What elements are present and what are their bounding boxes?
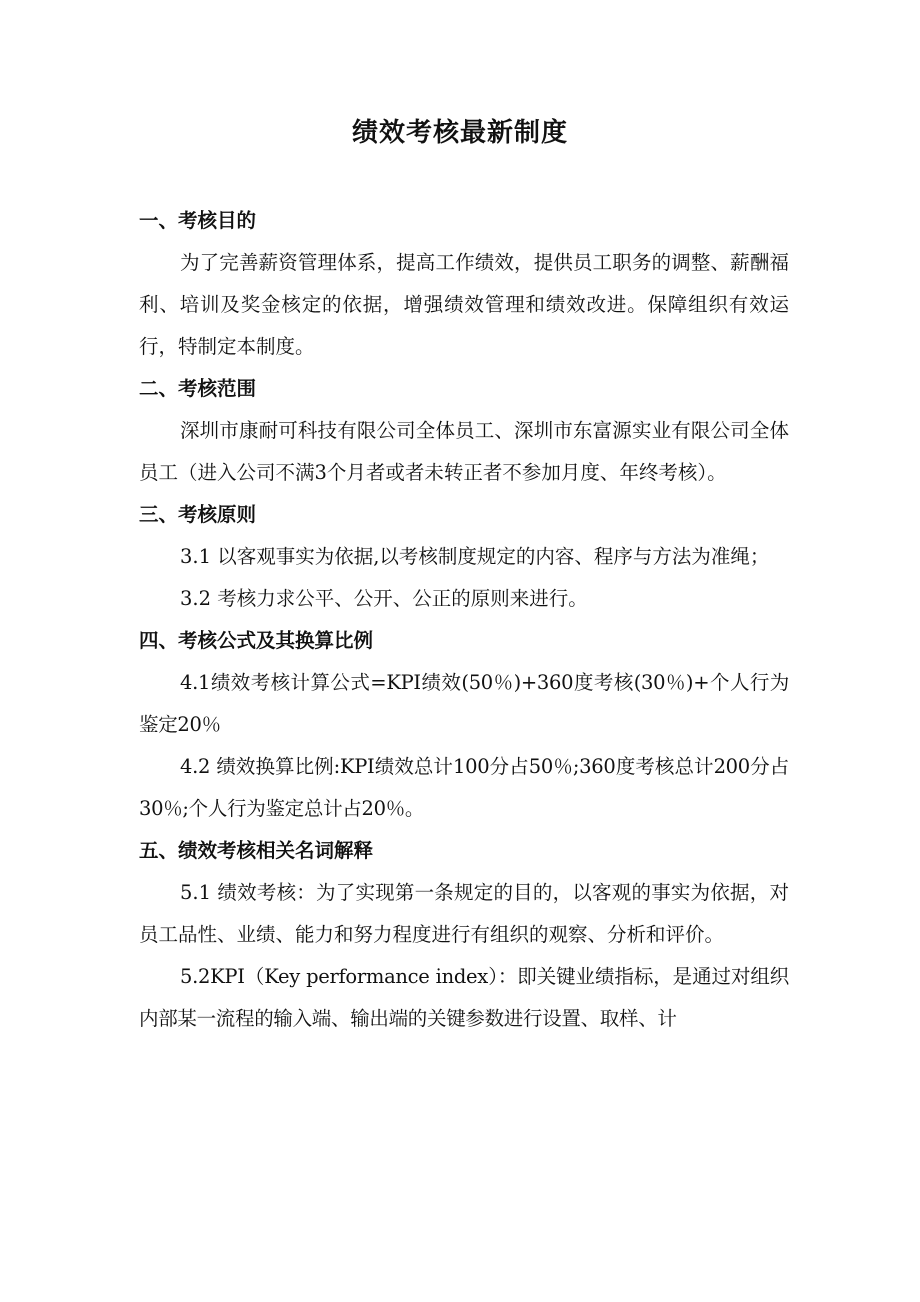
section-formula (139, 620, 789, 830)
document-title: 绩效考核最新制度 (351, 118, 568, 148)
paragraph: 为了完善薪资管理体系，提高工作绩效，提供员工职务的调整、薪酬福利、培训及奖金核定的依据，增强绩效管理和绩效改进。保障组织有效运行，特制定本制度。 (139, 251, 789, 358)
section-heading: 三、考核原则 (139, 503, 257, 526)
section-principles (139, 494, 789, 620)
section-heading: 五、绩效考核相关名词解释 (139, 839, 374, 862)
document-body (139, 200, 789, 1040)
section-purpose (139, 200, 789, 368)
paragraph: 5.1 绩效考核：为了实现第一条规定的目的，以客观的事实为依据，对员工品性、业绩、能力和努力程度进行有组织的观察、分析和评价。 (139, 881, 789, 946)
section-heading: 二、考核范围 (139, 377, 257, 400)
paragraph: 5.2KPI（Key performance index）：即关键业绩指标，是通过对组织内部某一流程的输入端、输出端的关键参数进行设置、取样、计 (139, 965, 789, 1030)
paragraph: 4.2 绩效换算比例:KPI绩效总计100分占50％;360度考核总计200分占30％;个人行为鉴定总计占20％。 (139, 755, 789, 820)
section-heading: 一、考核目的 (139, 209, 257, 232)
section-heading: 四、考核公式及其换算比例 (139, 629, 374, 652)
paragraph: 3.1 以客观事实为依据,以考核制度规定的内容、程序与方法为准绳； (180, 545, 770, 568)
paragraph: 4.1绩效考核计算公式=KPI绩效(50％)+360度考核(30％)+个人行为鉴定20％ (139, 671, 789, 736)
paragraph: 3.2 考核力求公平、公开、公正的原则来进行。 (180, 587, 588, 610)
paragraph: 深圳市康耐可科技有限公司全体员工、深圳市东富源实业有限公司全体员工（进入公司不满3个月者或者未转正者不参加月度、年终考核）。 (139, 419, 789, 484)
section-scope (139, 368, 789, 494)
section-definitions (139, 830, 789, 1040)
